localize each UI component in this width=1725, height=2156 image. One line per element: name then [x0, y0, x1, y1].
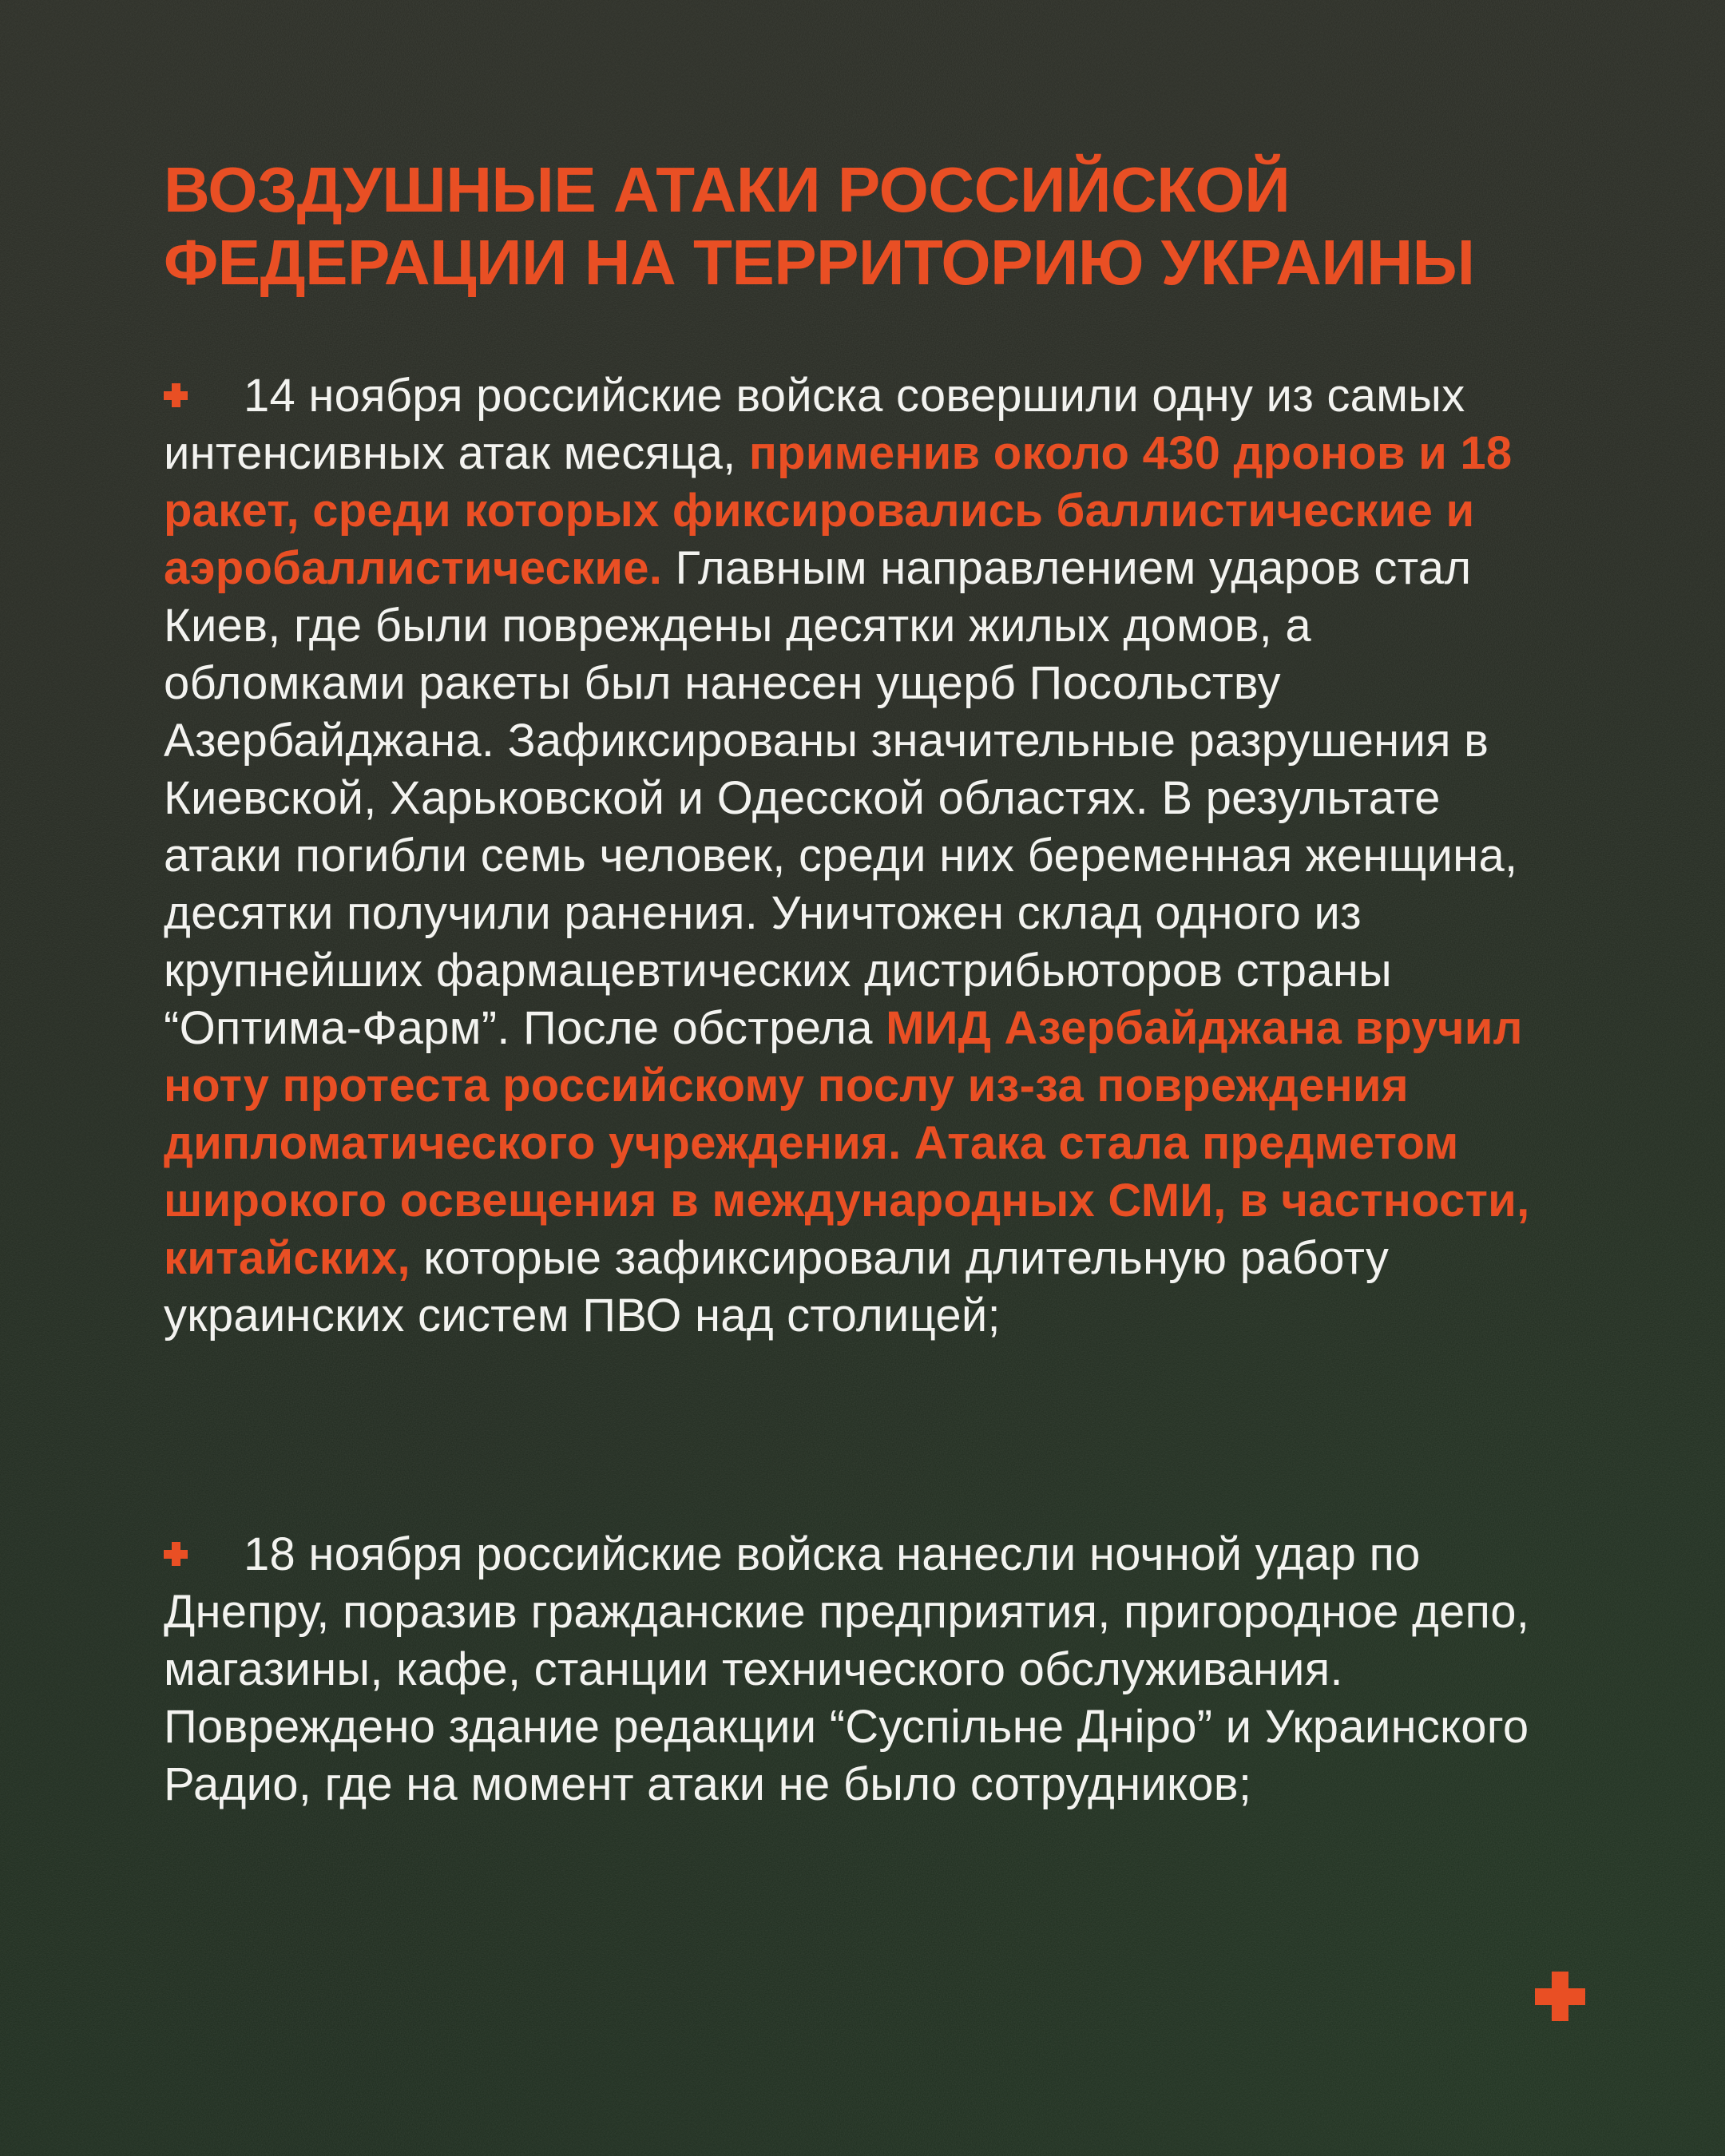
- title-line-1: ВОЗДУШНЫЕ АТАКИ РОССИЙСКОЙ: [164, 154, 1291, 225]
- plus-icon: [1535, 1972, 1585, 2021]
- plus-bullet-icon: [164, 383, 188, 407]
- paragraph-nov-14: [164, 367, 1560, 1345]
- text-segment: Главным направлением ударов стал Киев, где были повреждены десятки жилых домов, а обломками ракеты был нанесен ущерб Посольству Азербайджана. Зафиксированы значительные разрушения в Киевской, Харьковской и Одесской областях. В результате атаки погибли семь человек, среди них беременная женщина, десятки получили ранения. Уничтожен склад одного из крупнейших фармацевтических дистрибьюторов страны “Оптима-Фарм”. После обстрела: [164, 542, 1518, 1054]
- text-segment-highlight: МИД Азербайджана вручил ноту протеста российскому послу из-за повреждения дипломатического учреждения. Атака стала предметом широкого освещения в международных СМИ, в частности, китайских,: [164, 1002, 1530, 1284]
- text-segment-highlight: применив около 430 дронов и 18 ракет, среди которых фиксировались баллистические и аэробаллистические.: [164, 427, 1513, 594]
- plus-bullet-icon: [164, 1542, 188, 1566]
- text-segment: которые зафиксировали длительную работу украинских систем ПВО над столицей;: [164, 1232, 1390, 1342]
- page-title: [164, 153, 1569, 299]
- text-segment: 18 ноября российские войска нанесли ночной удар по Днепру, поразив гражданские предприятия, пригородное депо, магазины, кафе, станции технического обслуживания. Повреждено здание редакции “Суспільне Дніро” и Украинского Радио, где на момент атаки не было сотрудников;: [164, 1528, 1530, 1810]
- title-line-2: ФЕДЕРАЦИИ НА ТЕРРИТОРИЮ УКРАИНЫ: [164, 227, 1475, 298]
- text-segment: 14 ноября российские войска совершили одну из самых интенсивных атак месяца,: [164, 370, 1465, 479]
- paragraph-nov-18: [164, 1526, 1560, 1813]
